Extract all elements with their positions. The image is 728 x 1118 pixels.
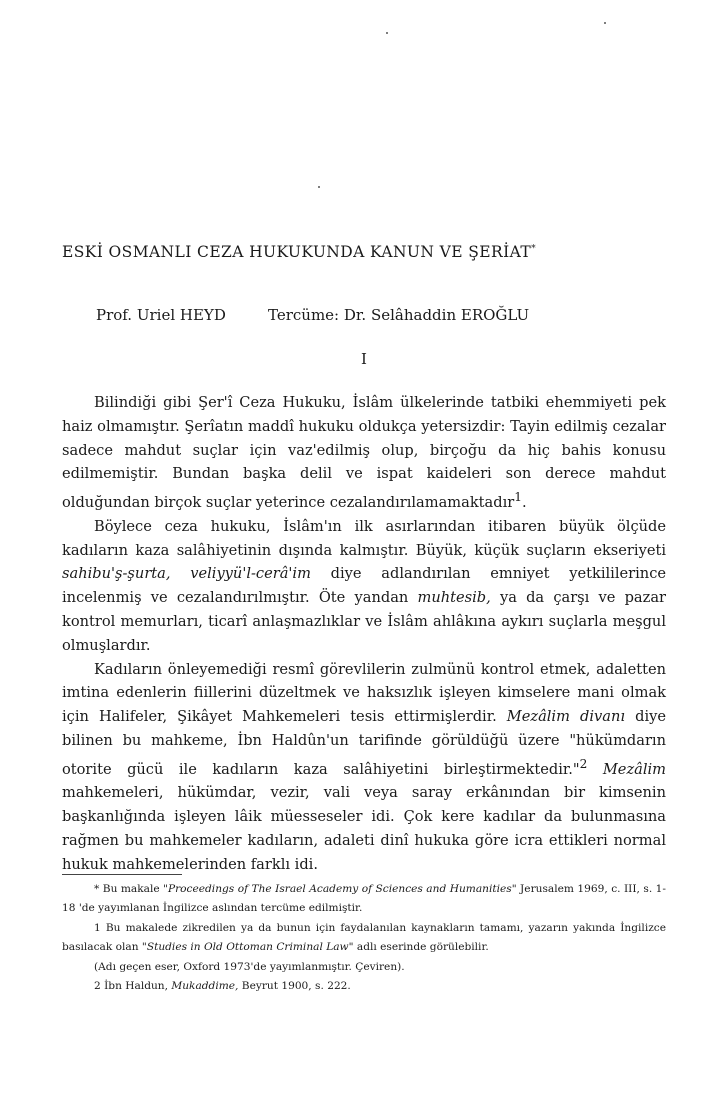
italic-term: Studies in Old Ottoman Criminal Law [146,941,349,954]
text-run: mahkemeleri, hükümdar, vezir, vali veya saray erkânından bir kimsenin başkanlığında işleyen lâik müesseseler idi. Çok kere kadılar da bulunmasına rağmen bu mahkemeler kadıların, adaleti dinî hukuka göre icra ettikleri normal hukuk mahkemelerinden farklı idi. [62,784,666,873]
translator-credit: Tercüme: Dr. Selâhaddin EROĞLU [268,306,530,324]
footnotes [62,880,666,996]
italic-term: Mezâlim divanı [506,708,626,726]
text-run: . [521,494,527,512]
text-run: diye adlandırılan emniyet yetkililerince incelenmiş ve cezalandırılmıştır. Öte yandan [62,565,667,607]
footnote-ref: 2 [579,756,588,771]
title-footnote-mark: * [531,243,537,254]
text-run: Beyrut 1900, s. 222. [238,980,351,993]
section-number: I [361,350,367,368]
title-text: ESKİ OSMANLI CEZA HUKUKUNDA KANUN VE ŞERİAT [62,243,532,261]
text-run: Böylece ceza hukuku, İslâm'ın ilk asırlarından itibaren büyük ölçüde kadıların kaza salâhiyetinin dışında kalmıştır. Büyük, küçük suçların ekseriyeti [62,517,666,559]
footnote [62,880,666,919]
footnote [62,919,666,958]
body-paragraph [62,391,666,515]
article-body [62,391,666,877]
author-name: Prof. Uriel HEYD [96,306,226,324]
scan-speck [386,32,388,34]
footnote-ref: 1 [514,490,522,505]
text-run: Kadıların önleyemediği resmî görevlilerin zulmünü kontrol etmek, adaletten imtina edenlerin fiillerini düzeltmek ve haksızlık işleyen kimselere mani olmak için Halifeler, Şikâyet Mahkemeleri tesis ettirmişlerdir. [62,660,666,726]
italic-term: Proceedings of The Israel Academy of Sciences and Humanities [167,883,512,895]
text-run: " Jerusalem 1969, c. III, s. 1-18 'de yayımlanan İngilizce aslından tercüme edilmiştir. [62,883,666,915]
scan-speck [604,22,606,24]
text-run: * Bu makale " [94,883,168,895]
text-run: (Adı geçen eser, Oxford 1973'de yayımlanmıştır. Çeviren). [94,960,405,973]
italic-term: Mezâlim [602,760,667,778]
article-title [62,243,682,261]
italic-term: muhtesib, [417,589,491,607]
text-run: " adlı eserinde görülebilir. [348,941,489,954]
footnote-divider [62,874,182,875]
body-paragraph [62,515,666,658]
scan-speck [318,186,320,188]
text-run: Bilindiği gibi Şer'î Ceza Hukuku, İslâm ülkelerinde tatbiki ehemmiyeti pek haiz olmamıştır. Şerîatın maddî hukuku oldukça yetersizdir: Tayin edilmiş cezalar sadece mahdut suçlar için vaz'edilmiş olup, birçoğu da hiç bahis konusu edilmemiştir. Bundan başka delil ve ispat kaideleri son derece mahdut olduğundan birçok suçlar yeterince cezalandırılamamaktadır [62,394,666,512]
italic-term: sahibu'ş-şurta, veliyyü'l-cerâ'im [62,565,311,583]
text-run: ya da çarşı ve pazar kontrol memurları, ticarî anlaşmazlıklar ve İslâm ahlâkına aykırı suçlarla meşgul olmuşlardır. [62,589,666,654]
text-run: 2 İbn Haldun, [94,980,172,993]
text-run: 1 Bu makalede zikredilen ya da bunun için faydalanılan kaynakların tamamı, yazarın yakında İngilizce basılacak olan " [62,921,666,954]
footnote [62,958,666,977]
italic-term: Mukaddime, [171,980,239,993]
text-run [587,761,603,778]
body-paragraph [62,658,666,877]
footnote [62,977,666,996]
text-run: diye bilinen bu mahkeme, İbn Haldûn'un tarifinde görüldüğü üzere "hükümdarın otorite gücü ile kadıların kaza salâhiyetini birleştirmektedir." [62,708,666,778]
